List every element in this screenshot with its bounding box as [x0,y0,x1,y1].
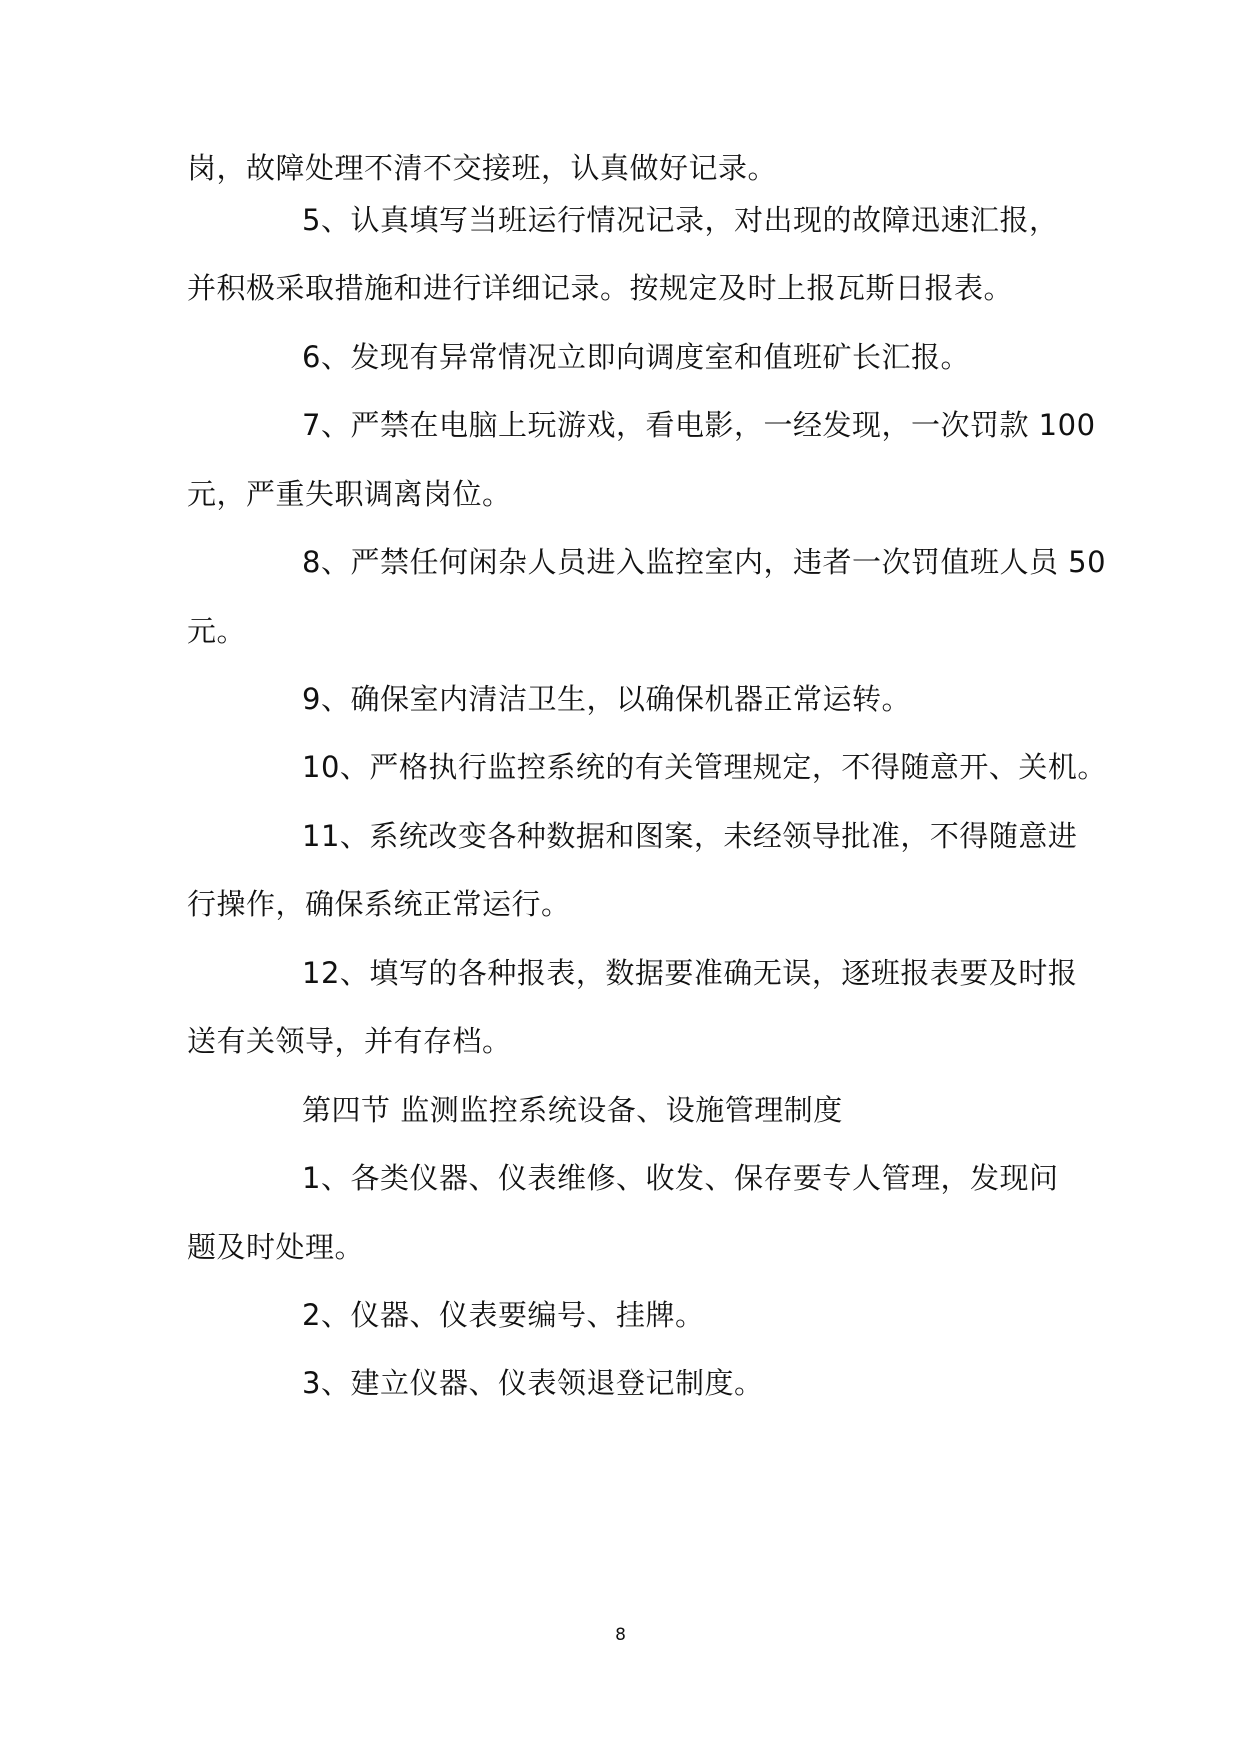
text-line: 11、系统改变各种数据和图案，未经领导批准，不得随意进 [302,819,1078,853]
text-line: 并积极采取措施和进行详细记录。按规定及时上报瓦斯日报表。 [187,271,1014,305]
text-line: 6、发现有异常情况立即向调度室和值班矿长汇报。 [302,340,970,374]
text-line: 12、填写的各种报表，数据要准确无误，逐班报表要及时报 [302,956,1078,990]
text-line: 9、确保室内清洁卫生，以确保机器正常运转。 [302,682,911,716]
text-line: 10、严格执行监控系统的有关管理规定，不得随意开、关机。 [302,750,1107,784]
section-heading: 第四节 监测监控系统设备、设施管理制度 [302,1093,843,1127]
text-line: 5、认真填写当班运行情况记录，对出现的故障迅速汇报， [302,203,1059,237]
text-line: 岗，故障处理不清不交接班，认真做好记录。 [187,151,778,185]
page-number: 8 [615,1625,626,1645]
text-line: 1、各类仪器、仪表维修、收发、保存要专人管理，发现问 [302,1161,1059,1195]
text-line: 行操作，确保系统正常运行。 [187,887,571,921]
text-line: 题及时处理。 [187,1230,365,1264]
text-line: 2、仪器、仪表要编号、挂牌。 [302,1298,705,1332]
text-line: 送有关领导，并有存档。 [187,1024,512,1058]
text-line: 8、严禁任何闲杂人员进入监控室内，违者一次罚值班人员 50 [302,545,1107,579]
text-line: 3、建立仪器、仪表领退登记制度。 [302,1366,764,1400]
text-line: 元，严重失职调离岗位。 [187,477,512,511]
text-line: 元。 [187,614,247,648]
text-line: 7、严禁在电脑上玩游戏，看电影，一经发现，一次罚款 100 [302,408,1096,442]
